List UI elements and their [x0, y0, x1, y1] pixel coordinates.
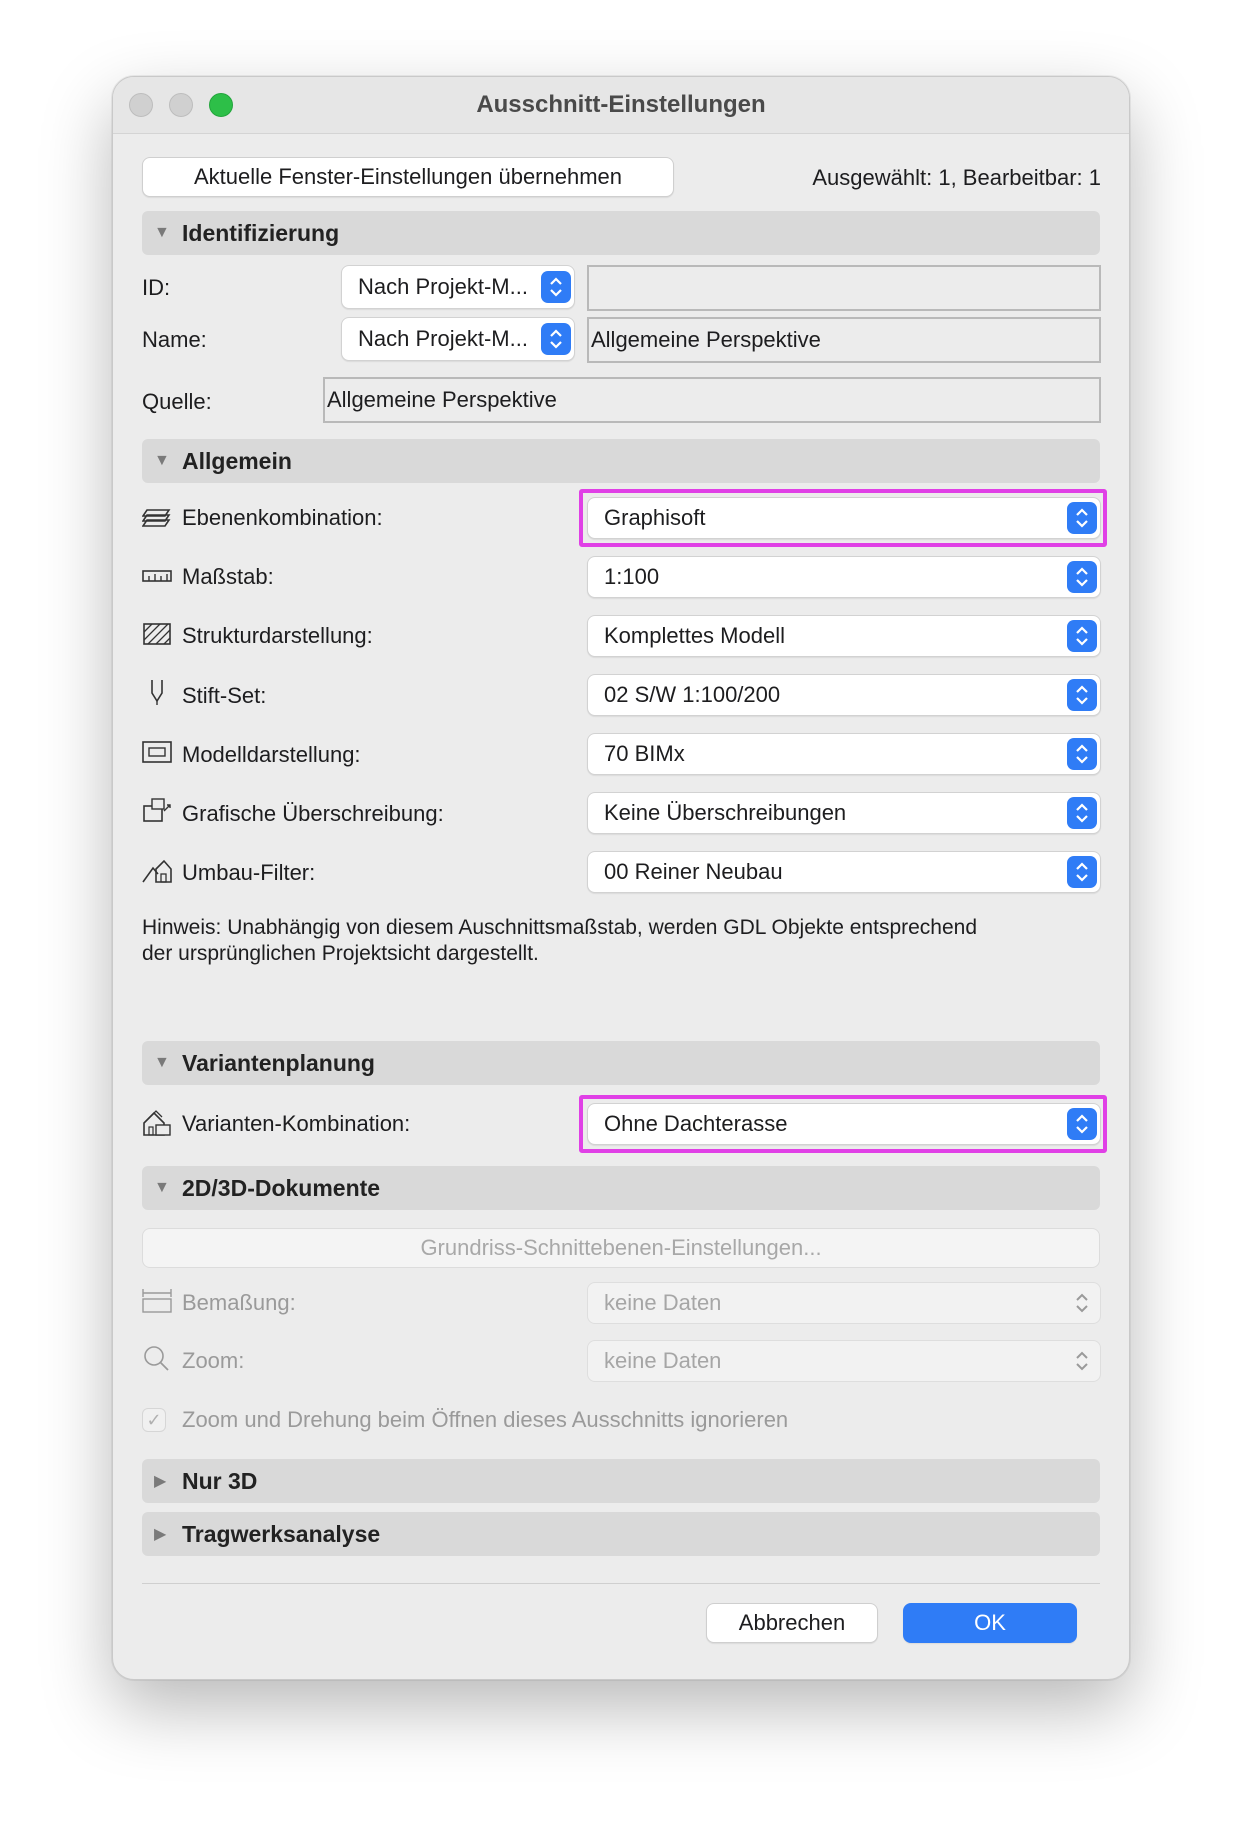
- popup-stepper-icon: [1067, 561, 1097, 593]
- title-bar: [113, 77, 1129, 134]
- scale-ruler-icon: [142, 563, 172, 589]
- id-label: ID:: [142, 275, 171, 300]
- umbau-filter-label: Umbau-Filter:: [182, 860, 316, 885]
- name-label: Name:: [142, 327, 207, 352]
- section-title: Tragwerksanalyse: [182, 1520, 381, 1547]
- section-tragwerksanalyse[interactable]: [142, 1512, 1100, 1556]
- quelle-label: Quelle:: [142, 389, 212, 414]
- section-variantenplanung[interactable]: [142, 1041, 1100, 1085]
- window-title: Ausschnitt-Einstellungen: [476, 91, 766, 118]
- ebenenkombination-value: Graphisoft: [604, 505, 706, 530]
- id-source-popup[interactable]: [341, 265, 575, 309]
- popup-stepper-icon: [1067, 620, 1097, 652]
- name-field[interactable]: Allgemeine Perspektive: [587, 317, 1101, 363]
- name-source-value: Nach Projekt-M...: [358, 326, 528, 351]
- section-title: Variantenplanung: [182, 1049, 375, 1076]
- strukturdarstellung-popup[interactable]: [587, 615, 1101, 657]
- ok-button[interactable]: OK: [903, 1603, 1077, 1643]
- ignore-zoom-rotation-label: Zoom und Drehung beim Öffnen dieses Ausschnitts ignorieren: [182, 1407, 789, 1432]
- id-field[interactable]: [587, 265, 1101, 311]
- settings-dialog: [112, 76, 1130, 1680]
- disclosure-triangle-icon: ▶: [154, 1526, 167, 1543]
- layers-icon: [142, 505, 172, 531]
- design-options-icon: [142, 1107, 172, 1137]
- floor-plan-cut-plane-settings-button[interactable]: Grundriss-Schnittebenen-Einstellungen...: [142, 1228, 1100, 1268]
- highlight-frame: [579, 489, 1107, 547]
- massstab-label: Maßstab:: [182, 564, 274, 589]
- grafische-ueberschreibung-value: Keine Überschreibungen: [604, 800, 847, 825]
- popup-stepper-icon: [1067, 1287, 1097, 1319]
- graphic-override-icon: [142, 797, 172, 823]
- model-view-icon: [142, 739, 172, 765]
- scale-note-line1: Hinweis: Unabhängig von diesem Auschnittsmaßstab, werden GDL Objekte entsprechend: [142, 916, 978, 939]
- strukturdarstellung-label: Strukturdarstellung:: [182, 623, 373, 648]
- modelldarstellung-value: 70 BIMx: [604, 741, 685, 766]
- disclosure-triangle-icon: ▼: [154, 1054, 170, 1071]
- section-title: Identifizierung: [182, 219, 340, 246]
- ignore-zoom-rotation-checkbox[interactable]: [142, 1408, 166, 1432]
- checkmark-icon: ✓: [146, 1409, 162, 1430]
- popup-stepper-icon: [1067, 738, 1097, 770]
- varianten-kombination-value: Ohne Dachterasse: [604, 1111, 788, 1136]
- zoom-popup[interactable]: [587, 1340, 1101, 1382]
- modelldarstellung-popup[interactable]: [587, 733, 1101, 775]
- popup-stepper-icon: [1067, 679, 1097, 711]
- disclosure-triangle-icon: ▼: [154, 1179, 170, 1196]
- section-nur-3d[interactable]: [142, 1459, 1100, 1503]
- section-title: 2D/3D-Dokumente: [182, 1174, 381, 1201]
- cancel-button[interactable]: Abbrechen: [706, 1603, 878, 1643]
- grafische-ueberschreibung-popup[interactable]: [587, 792, 1101, 834]
- popup-stepper-icon: [541, 271, 571, 303]
- scale-note: [142, 915, 977, 967]
- umbau-filter-value: 00 Reiner Neubau: [604, 859, 783, 884]
- bemassung-popup[interactable]: [587, 1282, 1101, 1324]
- popup-stepper-icon: [1067, 1345, 1097, 1377]
- modelldarstellung-label: Modelldarstellung:: [182, 742, 361, 767]
- zoom-magnifier-icon: [142, 1345, 172, 1371]
- selection-status: Ausgewählt: 1, Bearbeitbar: 1: [812, 165, 1101, 190]
- popup-stepper-icon: [1067, 797, 1097, 829]
- quelle-field[interactable]: Allgemeine Perspektive: [323, 377, 1101, 423]
- name-source-popup[interactable]: [341, 317, 575, 361]
- footer-divider: [142, 1583, 1100, 1584]
- zoom-value: keine Daten: [604, 1348, 722, 1373]
- massstab-value: 1:100: [604, 564, 660, 589]
- bemassung-label: Bemaßung:: [182, 1290, 296, 1315]
- popup-stepper-icon: [1067, 856, 1097, 888]
- stift-set-label: Stift-Set:: [182, 683, 267, 708]
- id-source-value: Nach Projekt-M...: [358, 274, 528, 299]
- section-title: Nur 3D: [182, 1467, 258, 1494]
- varianten-kombination-label: Varianten-Kombination:: [182, 1111, 411, 1136]
- zoom-label: Zoom:: [182, 1348, 245, 1373]
- umbau-filter-popup[interactable]: [587, 851, 1101, 893]
- section-2d-3d-dokumente[interactable]: [142, 1166, 1100, 1210]
- strukturdarstellung-value: Komplettes Modell: [604, 623, 785, 648]
- pen-icon: [142, 679, 172, 705]
- renovation-icon: [142, 857, 172, 883]
- disclosure-triangle-icon: ▶: [154, 1473, 167, 1490]
- section-identifizierung[interactable]: [142, 211, 1100, 255]
- bemassung-value: keine Daten: [604, 1290, 722, 1315]
- massstab-popup[interactable]: [587, 556, 1101, 598]
- stift-set-popup[interactable]: [587, 674, 1101, 716]
- ebenenkombination-label: Ebenenkombination:: [182, 505, 383, 530]
- scale-note-line2: der ursprünglichen Projektsicht dargestellt.: [142, 942, 539, 965]
- section-title: Allgemein: [182, 447, 292, 474]
- grafische-ueberschreibung-label: Grafische Überschreibung:: [182, 801, 444, 826]
- highlight-frame: [579, 1095, 1107, 1153]
- stift-set-value: 02 S/W 1:100/200: [604, 682, 781, 707]
- apply-current-window-settings-button[interactable]: Aktuelle Fenster-Einstellungen übernehmen: [142, 157, 674, 197]
- popup-stepper-icon: [541, 323, 571, 355]
- dimension-icon: [142, 1287, 172, 1313]
- disclosure-triangle-icon: ▼: [154, 224, 170, 241]
- disclosure-triangle-icon: ▼: [154, 452, 170, 469]
- section-allgemein[interactable]: [142, 439, 1100, 483]
- hatch-icon: [142, 621, 172, 647]
